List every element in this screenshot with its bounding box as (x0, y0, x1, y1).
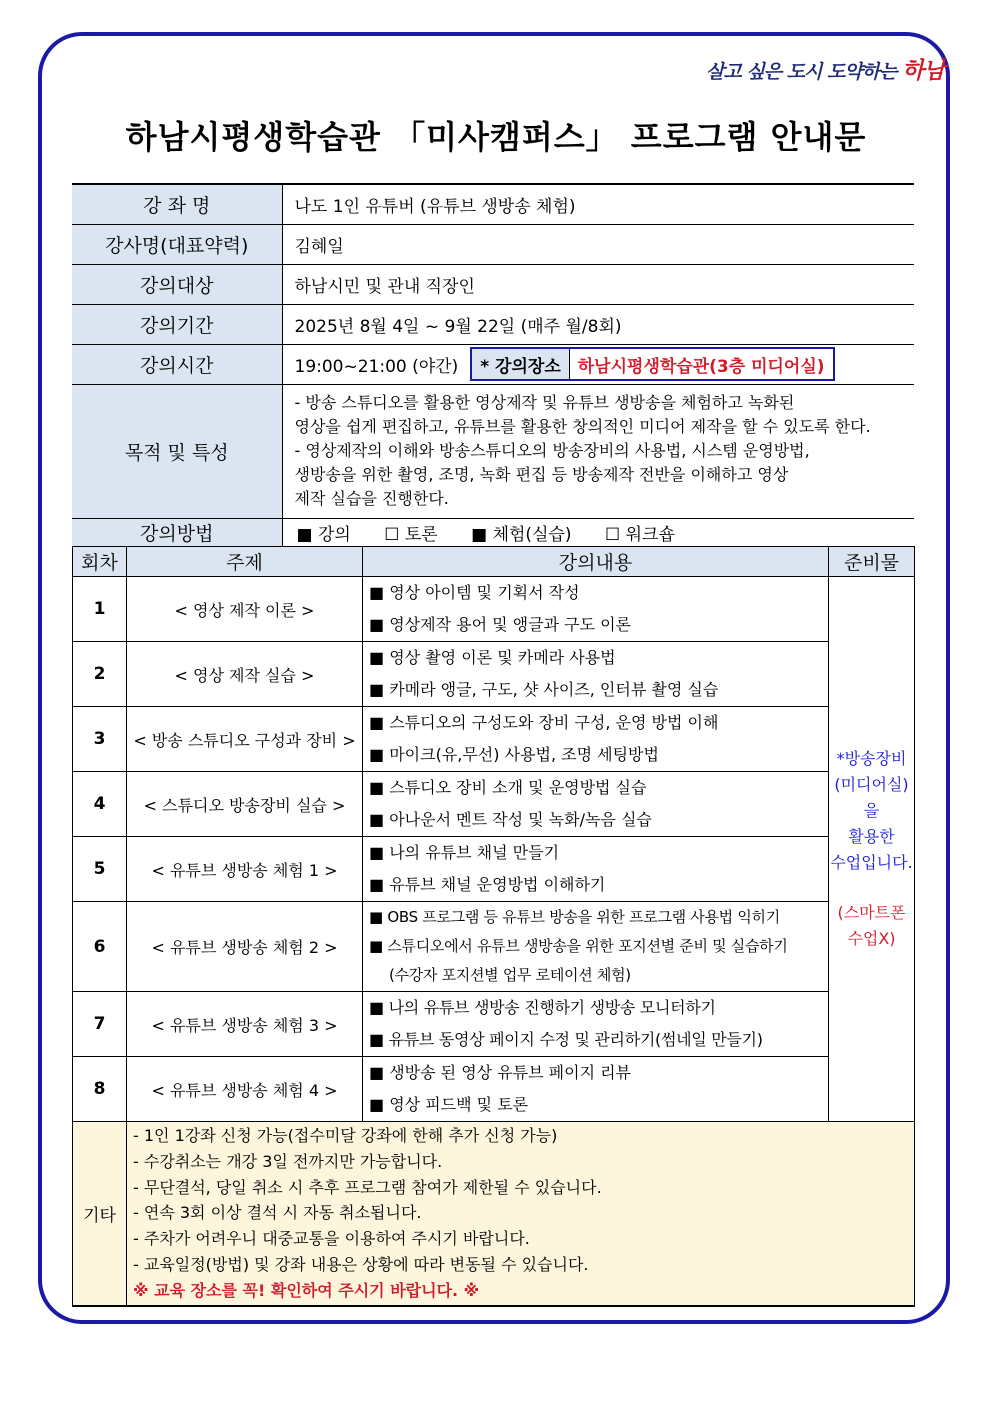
time-label: 강의시간 (72, 344, 282, 384)
session-content (363, 707, 829, 772)
etc-notes (127, 1122, 915, 1306)
content-line: ■ 유튜브 채널 운영방법 이해하기 (369, 875, 606, 894)
session-number: 7 (73, 992, 127, 1057)
table-row (73, 837, 915, 902)
venue-value: 하남시평생학습관(3층 미디어실) (577, 356, 825, 377)
content-line: ■ 영상 아이템 및 기획서 작성 (369, 583, 580, 602)
session-number: 3 (73, 707, 127, 772)
session-content (363, 577, 829, 642)
etc-line: - 교육일정(방법) 및 강좌 내용은 상황에 따라 변동될 수 있습니다. (133, 1254, 589, 1274)
table-row (73, 992, 915, 1057)
method-options (282, 518, 914, 547)
content-line: ■ 영상 촬영 이론 및 카메라 사용법 (369, 648, 616, 667)
instructor-label: 강사명(대표약력) (72, 224, 282, 264)
content-line: ■ 생방송 된 영상 유튜브 페이지 리뷰 (369, 1063, 632, 1082)
header-topic: 주제 (127, 547, 363, 577)
session-content (363, 1057, 829, 1122)
method-workshop: ☐ 워크숍 (604, 524, 675, 545)
header-content: 강의내용 (363, 547, 829, 577)
session-content (363, 642, 829, 707)
prep-red-line: 수업X) (847, 929, 896, 948)
content-line: ■ 유튜브 동영상 페이지 수정 및 관리하기(썸네일 만들기) (369, 1030, 763, 1049)
etc-line: - 수강취소는 개강 3일 전까지만 가능합니다. (133, 1151, 443, 1171)
purpose-line-3: - 영상제작의 이해와 방송스튜디오의 방송장비의 사용법, 시스템 운영방법, (294, 441, 810, 460)
period-label: 강의기간 (72, 304, 282, 344)
content-line: ■ 아나운서 멘트 작성 및 녹화/녹음 실습 (369, 810, 652, 829)
purpose-label: 목적 및 특성 (72, 384, 282, 518)
table-row (73, 1057, 915, 1122)
method-lecture: ■ 강의 (296, 524, 351, 545)
prep-blue-line: *방송장비 (836, 749, 907, 768)
session-topic: < 스튜디오 방송장비 실습 > (127, 772, 363, 837)
time-cell (282, 344, 914, 384)
prep-note (829, 577, 915, 1122)
method-discussion: ☐ 토론 (384, 524, 438, 545)
table-row (73, 577, 915, 642)
prep-blue-line: 활용한 (848, 827, 895, 846)
course-name-label: 강 좌 명 (72, 184, 282, 224)
instructor-value: 김혜일 (282, 224, 914, 264)
session-topic: < 방송 스튜디오 구성과 장비 > (127, 707, 363, 772)
table-row (73, 902, 915, 992)
session-topic: < 영상 제작 이론 > (127, 577, 363, 642)
time-value: 19:00~21:00 (야간) (294, 356, 459, 377)
course-info-table (72, 183, 914, 548)
session-number: 4 (73, 772, 127, 837)
purpose-line-1: - 방송 스튜디오를 활용한 영상제작 및 유튜브 생방송을 체험하고 녹화된 (294, 393, 795, 412)
session-topic: < 유튜브 생방송 체험 3 > (127, 992, 363, 1057)
content-line: ■ 나의 유튜브 채널 만들기 (369, 843, 560, 862)
content-line: ■ 스튜디오의 구성도와 장비 구성, 운영 방법 이해 (369, 713, 719, 732)
method-label: 강의방법 (72, 518, 282, 547)
content-line: ■ OBS 프로그램 등 유튜브 방송을 위한 프로그램 사용법 익히기 (369, 908, 780, 926)
table-row (73, 772, 915, 837)
purpose-text (282, 384, 914, 518)
venue-warning: ※ 교육 장소를 꼭! 확인하여 주시기 바랍니다. ※ (133, 1280, 480, 1300)
period-value: 2025년 8월 4일 ~ 9월 22일 (매주 월/8회) (282, 304, 914, 344)
etc-line: - 주차가 어려우니 대중교통을 이용하여 주시기 바랍니다. (133, 1229, 530, 1249)
table-row (73, 642, 915, 707)
session-number: 8 (73, 1057, 127, 1122)
session-content (363, 902, 829, 992)
session-topic: < 영상 제작 실습 > (127, 642, 363, 707)
session-content (363, 992, 829, 1057)
session-topic: < 유튜브 생방송 체험 2 > (127, 902, 363, 992)
target-label: 강의대상 (72, 264, 282, 304)
target-value: 하남시민 및 관내 직장인 (282, 264, 914, 304)
content-line: ■ 카메라 앵글, 구도, 샷 사이즈, 인터뷰 촬영 실습 (369, 680, 719, 699)
content-line: ■ 마이크(유,무선) 사용법, 조명 세팅방법 (369, 745, 659, 764)
session-topic: < 유튜브 생방송 체험 1 > (127, 837, 363, 902)
content-line: ■ 영상 피드백 및 토론 (369, 1095, 529, 1114)
page-title: 하남시평생학습관 「미사캠퍼스」 프로그램 안내문 (125, 118, 867, 156)
course-name-value: 나도 1인 유튜버 (유튜브 생방송 체험) (282, 184, 914, 224)
session-number: 1 (73, 577, 127, 642)
prep-blue-line: 수업입니다. (830, 853, 913, 872)
header-session: 회차 (73, 547, 127, 577)
method-practice: ■ 체험(실습) (471, 524, 572, 545)
content-line: ■ 스튜디오 장비 소개 및 운영방법 실습 (369, 778, 647, 797)
schedule-table (72, 546, 915, 1307)
venue-label: * 강의장소 (472, 349, 570, 379)
session-number: 2 (73, 642, 127, 707)
prep-red-line: (스마트폰 (837, 903, 906, 922)
venue-box (470, 347, 834, 381)
content-line: ■ 영상제작 용어 및 앵글과 구도 이론 (369, 615, 632, 634)
content-line: ■ 스튜디오에서 유튜브 생방송을 위한 포지션별 준비 및 실습하기 (369, 937, 788, 955)
etc-row (73, 1122, 915, 1306)
etc-line: - 연속 3회 이상 결석 시 자동 취소됩니다. (133, 1203, 422, 1223)
table-row (73, 707, 915, 772)
session-number: 5 (73, 837, 127, 902)
etc-label: 기타 (73, 1122, 127, 1306)
session-topic: < 유튜브 생방송 체험 4 > (127, 1057, 363, 1122)
hanam-slogan-logo: 살고 싶은 도시 도약하는 하남 (706, 58, 945, 84)
purpose-line-4: 생방송을 위한 촬영, 조명, 녹화 편집 등 방송제작 전반을 이해하고 영상 (294, 465, 789, 484)
session-content (363, 837, 829, 902)
session-content (363, 772, 829, 837)
purpose-line-5: 제작 실습을 진행한다. (294, 489, 449, 508)
content-line: ■ 나의 유튜브 생방송 진행하기 생방송 모니터하기 (369, 998, 716, 1017)
purpose-line-2: 영상을 쉽게 편집하고, 유튜브를 활용한 창의적인 미디어 제작을 할 수 있도록 한다. (294, 417, 871, 436)
session-number: 6 (73, 902, 127, 992)
etc-line: - 무단결석, 당일 취소 시 추후 프로그램 참여가 제한될 수 있습니다. (133, 1177, 602, 1197)
content-line: (수강자 포지션별 업무 로테이션 체험) (389, 966, 631, 984)
etc-line: - 1인 1강좌 신청 가능(접수미달 강좌에 한해 추가 신청 가능) (133, 1125, 558, 1145)
header-prep: 준비물 (829, 547, 915, 577)
prep-blue-line: (미디어실)을 (834, 775, 909, 820)
